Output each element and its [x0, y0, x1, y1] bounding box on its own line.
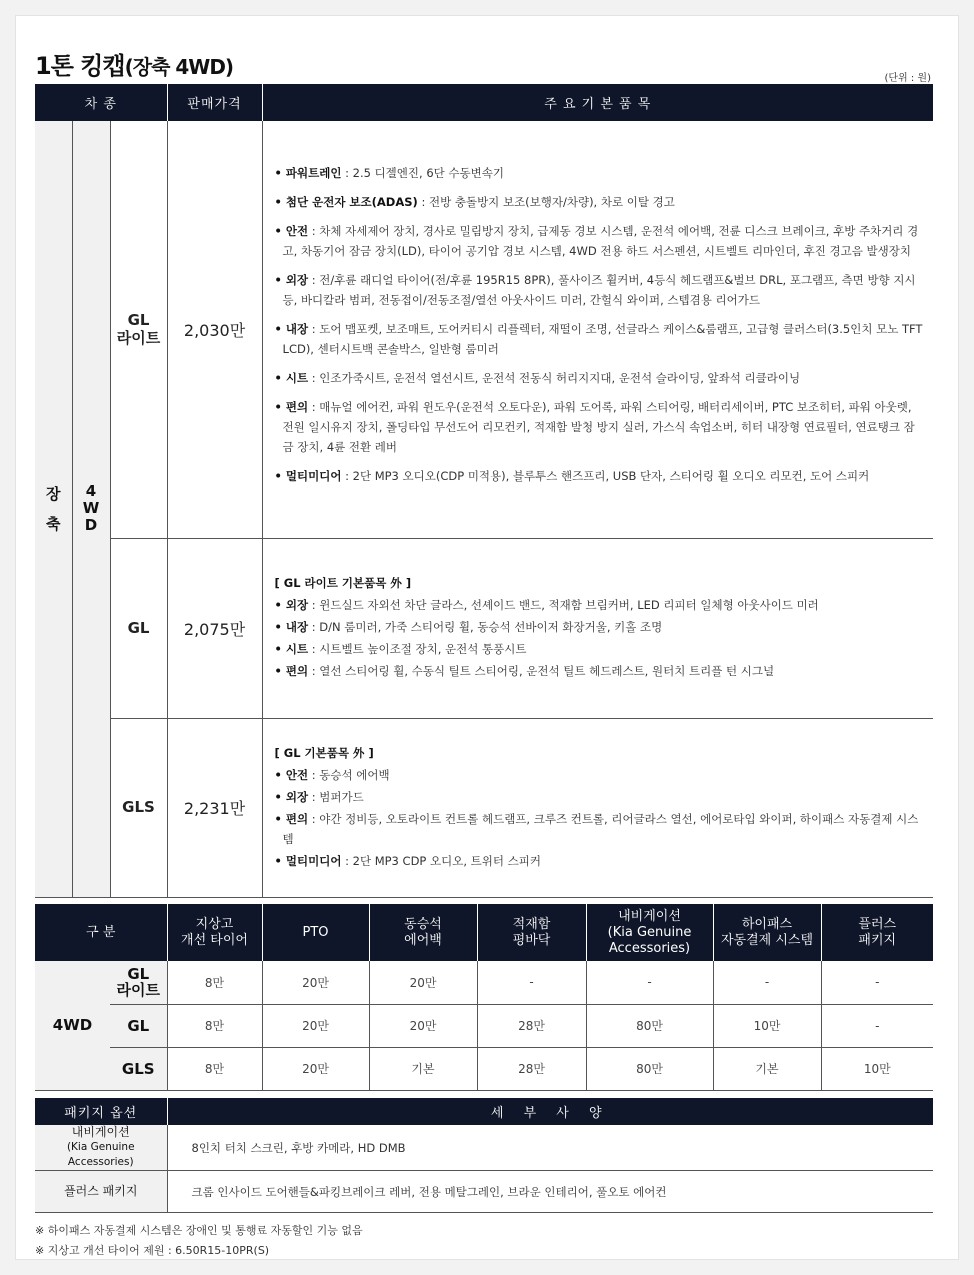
option-model-gl: [110, 1004, 167, 1047]
option-value: -: [477, 961, 586, 1004]
feature-list: [263, 743, 934, 871]
footnotes: [35, 1221, 363, 1261]
header-navi: [586, 904, 713, 961]
feature-text: : 도어 맵포켓, 보조매트, 도어커티시 리플렉터, 재떨이 조명, 선글라스 케이스&룸램프, 고급형 클러스터(3.5인치 모노 TFT LCD), 센터시트백 콘솔박스, 일반형 룸미러: [282, 322, 923, 357]
package-navi-detail: 8인치 터치 스크린, 후방 카메라, HD DMB: [167, 1125, 933, 1171]
feature-label: • 안전: [274, 224, 309, 239]
option-value: 20만: [262, 1004, 369, 1047]
header-category: 구 분: [35, 904, 167, 961]
feature-text: : 범퍼가드: [308, 789, 364, 804]
feature-text: : 매뉴얼 에어컨, 파워 윈도우(운전석 오토다운), 파워 도어록, 파워 스티어링, 배터리세이버, PTC 보조히터, 파워 아웃렛, 전원 일시유지 장치, 폴딩타입 무선도어 리모컨키, 적재함 발청 방지 실러, 가스식 속업소버, 히터 내장형 연료필터, 연료탱크 잠금 장치, 4륜 전환 레버: [282, 400, 915, 455]
model-line: GLS: [122, 798, 155, 817]
hdr-line: 내비게이션: [618, 908, 681, 924]
feature-item: [275, 765, 926, 785]
option-value: -: [713, 961, 821, 1004]
model-line: GL: [127, 310, 150, 329]
feature-list: [263, 163, 934, 486]
feature-label: • 멀티미디어: [274, 469, 342, 484]
option-value: -: [821, 961, 933, 1004]
option-value: 80만: [586, 1004, 713, 1047]
hdr-line: 지상고: [195, 916, 234, 932]
header-plus: [821, 904, 933, 961]
option-value: -: [821, 1004, 933, 1047]
hdr-line: (Kia Genuine: [607, 924, 692, 940]
feature-label: • 멀티미디어: [274, 853, 342, 868]
feature-label: • 안전: [274, 767, 309, 782]
model-gls: [110, 718, 167, 897]
features-gl: [262, 538, 933, 718]
feature-label: • 외장: [274, 789, 309, 804]
unit-note: (단위 : 원): [884, 73, 931, 84]
hdr-line: 하이패스: [741, 916, 793, 932]
title-main: 1톤 킹캡: [35, 52, 125, 80]
package-plus-name: [35, 1171, 167, 1213]
body-type-cell: [35, 121, 72, 897]
feature-item: [275, 851, 926, 871]
feature-label: • 시트: [274, 642, 309, 656]
package-plus-detail: 크롬 인사이드 도어핸들&파킹브레이크 레버, 전용 메탈그레인, 브라운 인테리어, 풀오토 에어컨: [167, 1171, 933, 1213]
feature-item: [275, 163, 926, 183]
header-pto: [262, 904, 369, 961]
feature-item: [275, 397, 926, 457]
option-value: 10만: [821, 1047, 933, 1090]
feature-text: : 야간 정비등, 오토라이트 컨트롤 헤드램프, 크루즈 컨트롤, 리어글라스 열선, 에어로타입 와이퍼, 하이패스 자동결제 시스템: [282, 811, 919, 846]
page-title: [35, 46, 233, 81]
package-name-line: 플러스 패키지: [64, 1184, 138, 1198]
feature-text: : 윈드실드 자외선 차단 글라스, 선셰이드 밴드, 적재함 브림커버, LED 리피터 일체형 아웃사이드 미러: [308, 598, 819, 612]
feature-text: : 2단 MP3 CDP 오디오, 트위터 스피커: [341, 853, 541, 868]
option-value: 8만: [167, 1004, 262, 1047]
footnote: ※ 지상고 개선 타이어 제원 : 6.50R15-10PR(S): [35, 1244, 270, 1257]
option-value: 8만: [167, 1047, 262, 1090]
feature-text: : 열선 스티어링 휠, 수동식 틸트 스티어링, 운전석 틸트 헤드레스트, 원터치 트리플 턴 시그널: [308, 664, 775, 678]
feature-text: : 전/후륜 래디얼 타이어(전/후륜 195R15 8PR), 풀사이즈 휠커버, 4등식 헤드램프&벌브 DRL, 포그램프, 측면 방향 지시등, 바디칼라 범퍼, 전동접이/전동조절/열선 아웃사이드 미러, 간헐식 와이퍼, 스텝겸용 리어가드: [282, 273, 916, 308]
hdr-line: 평바닥: [512, 932, 551, 948]
header-price: 판매가격: [167, 84, 262, 121]
package-name-line: (Kia Genuine Accessories): [66, 1141, 135, 1168]
header-tire: [167, 904, 262, 961]
feature-item: [275, 221, 926, 261]
option-value: 20만: [369, 1004, 477, 1047]
option-table: [35, 904, 933, 1091]
price-gl-lite: 2,030만: [167, 121, 262, 538]
option-value: -: [586, 961, 713, 1004]
option-value: 80만: [586, 1047, 713, 1090]
feature-text: : D/N 룸미러, 가죽 스티어링 휠, 동승석 선바이저 화장거울, 키홀 조명: [308, 620, 663, 634]
model-line: GL: [127, 965, 150, 984]
header-floor: [477, 904, 586, 961]
hdr-line: PTO: [302, 924, 329, 940]
feature-item: [275, 192, 926, 212]
option-value: 28만: [477, 1004, 586, 1047]
feature-label: • 시트: [274, 371, 309, 386]
feature-label: • 편의: [274, 811, 309, 826]
feature-group-title: [ GL 기본품목 外 ]: [274, 745, 374, 760]
option-value: 20만: [369, 961, 477, 1004]
feature-label: • 외장: [274, 598, 309, 612]
feature-group-title: [ GL 라이트 기본품목 外 ]: [274, 576, 412, 590]
model-line: 라이트: [116, 329, 161, 348]
header-features: 주 요 기 본 품 목: [262, 84, 933, 121]
feature-item: [275, 617, 926, 637]
features-gl-lite: [262, 121, 933, 538]
hdr-line: 적재함: [512, 916, 551, 932]
hdr-line: 자동결제 시스템: [720, 932, 814, 948]
feature-item: [275, 466, 926, 486]
option-model-gls: [110, 1047, 167, 1090]
header-model: 차 종: [35, 84, 167, 121]
feature-text: : 2단 MP3 오디오(CDP 미적용), 블루투스 핸즈프리, USB 단자, 스티어링 휠 오디오 리모컨, 도어 스피커: [341, 469, 870, 484]
feature-item: [275, 809, 926, 849]
title-sub: (장축 4WD): [124, 55, 234, 79]
package-navi-name: [35, 1125, 167, 1171]
feature-list: [263, 573, 934, 681]
feature-label: • 편의: [274, 664, 309, 678]
option-value: 10만: [713, 1004, 821, 1047]
body-type-char: 장: [46, 484, 61, 503]
header-package-option: 패키지 옵션: [35, 1098, 167, 1125]
drive-char: D: [84, 516, 98, 535]
feature-label: • 편의: [274, 400, 309, 415]
option-value: 28만: [477, 1047, 586, 1090]
feature-item: [275, 787, 926, 807]
price-table: [35, 84, 933, 898]
hdr-line: 개선 타이어: [181, 932, 248, 948]
model-line: GL: [127, 618, 150, 637]
feature-item: [275, 270, 926, 310]
feature-text: : 인조가죽시트, 운전석 열선시트, 운전석 전동식 허리지지대, 운전석 슬라이딩, 앞좌석 리클라이닝: [308, 371, 801, 386]
option-value: 20만: [262, 1047, 369, 1090]
hdr-line: Accessories): [608, 940, 691, 956]
option-value: 20만: [262, 961, 369, 1004]
model-gl: [110, 538, 167, 718]
price-gls: 2,231만: [167, 718, 262, 897]
features-gls: [262, 718, 933, 897]
header-package-detail: 세 부 사 양: [167, 1098, 933, 1125]
feature-text: : 2.5 디젤엔진, 6단 수동변속기: [341, 166, 504, 181]
package-name-line: 내비게이션: [71, 1125, 130, 1139]
feature-label: • 내장: [274, 620, 309, 634]
footnote: ※ 하이패스 자동결제 시스템은 장애인 및 통행료 자동할인 기능 없음: [35, 1224, 363, 1237]
feature-label: • 외장: [274, 273, 309, 288]
option-value: 기본: [369, 1047, 477, 1090]
price-sheet: [15, 15, 959, 1260]
option-value: 8만: [167, 961, 262, 1004]
option-value: 기본: [713, 1047, 821, 1090]
feature-item: [275, 661, 926, 681]
hdr-line: 에어백: [404, 932, 442, 948]
option-drive-cell: 4WD: [35, 961, 110, 1090]
feature-label: • 내장: [274, 322, 309, 337]
drive-char: 4: [85, 482, 97, 501]
model-line: GLS: [121, 1059, 155, 1078]
feature-label: • 첨단 운전자 보조(ADAS): [274, 195, 418, 210]
header-hipass: [713, 904, 821, 961]
model-line: 라이트: [116, 981, 160, 1000]
drive-cell: [72, 121, 110, 897]
body-type-char: 축: [46, 514, 61, 533]
feature-text: : 시트벨트 높이조절 장치, 운전석 통풍시트: [308, 642, 527, 656]
option-model-gl-lite: [110, 961, 167, 1004]
feature-text: : 차체 자세제어 장치, 경사로 밀림방지 장치, 급제동 경보 시스템, 운전석 에어백, 전륜 디스크 브레이크, 후방 주차거리 경고, 차동기어 잠금 장치(LD), 타이어 공기압 경보 시스템, 4WD 전용 하드 서스펜션, 시트벨트 리마인더, 후진 경고음 발생장치: [282, 224, 919, 259]
package-table: [35, 1098, 933, 1213]
feature-item: [275, 639, 926, 659]
drive-char: W: [82, 499, 100, 518]
feature-item: [275, 319, 926, 359]
feature-text: : 전방 충돌방지 보조(보행자/차량), 차로 이탈 경고: [417, 195, 675, 210]
hdr-line: 동승석: [404, 916, 442, 932]
feature-text: : 동승석 에어백: [308, 767, 390, 782]
feature-label: • 파워트레인: [274, 166, 342, 181]
header-airbag: [369, 904, 477, 961]
hdr-line: 패키지: [858, 932, 897, 948]
model-gl-lite: [110, 121, 167, 538]
hdr-line: 플러스: [858, 916, 897, 932]
feature-item: [275, 368, 926, 388]
model-line: GL: [127, 1016, 150, 1035]
feature-item: [275, 595, 926, 615]
price-gl: 2,075만: [167, 538, 262, 718]
